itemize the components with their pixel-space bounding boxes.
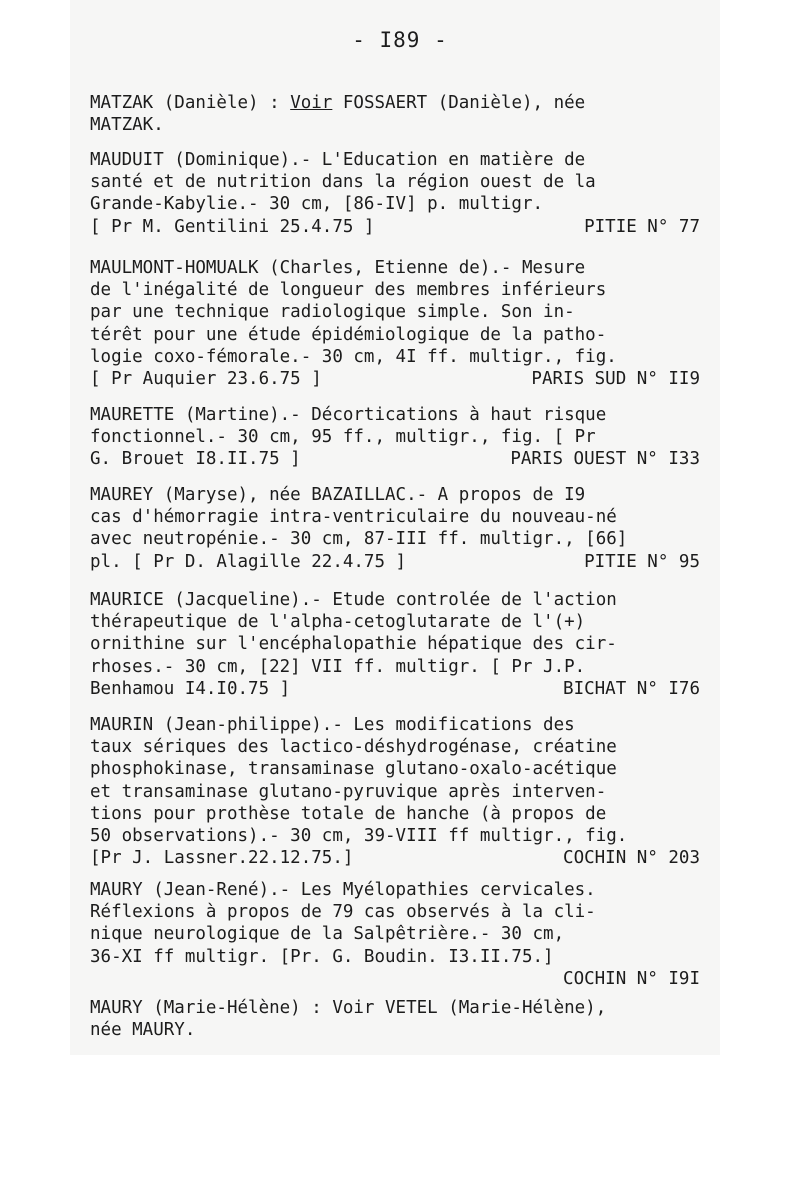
bibliography-entry xyxy=(90,714,700,869)
entry-text: [ Pr M. Gentilini 25.4.75 ] xyxy=(90,216,375,237)
entry-line: Réflexions à propos de 79 cas observés à la cli- xyxy=(90,902,596,923)
entry-line xyxy=(90,678,700,700)
call-number: COCHIN N° 203 xyxy=(563,848,700,869)
call-number: PITIE N° 95 xyxy=(584,551,700,572)
bibliography-entry xyxy=(90,589,700,700)
entry-text: pl. [ Pr D. Alagille 22.4.75 ] xyxy=(90,551,407,572)
page-number: - I89 - xyxy=(352,28,448,52)
call-number: BICHAT N° I76 xyxy=(563,678,700,699)
entry-line: tions pour prothèse totale de hanche (à propos de xyxy=(90,803,607,824)
entry-line: par une technique radiologique simple. Son in- xyxy=(90,302,575,323)
bibliography-entry xyxy=(90,257,700,390)
bibliography-entry xyxy=(90,92,700,136)
entry-text: [Pr J. Lassner.22.12.75.] xyxy=(90,848,354,869)
bibliography-entry xyxy=(90,484,700,573)
entry-text: Benhamou I4.I0.75 ] xyxy=(90,678,291,699)
entry-line: nique neurologique de la Salpêtrière.- 30 cm, xyxy=(90,924,565,945)
entry-line: MAULMONT-HOMUALK (Charles, Etienne de).- Mesure xyxy=(90,258,586,278)
entry-line: thérapeutique de l'alpha-cetoglutarate de l'(+) xyxy=(90,612,586,633)
entry-line xyxy=(90,551,700,573)
call-number: COCHIN N° I9I xyxy=(563,968,700,989)
entry-line: MAUREY (Maryse), née BAZAILLAC.- A propos de I9 xyxy=(90,485,586,505)
entry-line: Grande-Kabylie.- 30 cm, [86-IV] p. multigr. xyxy=(90,194,544,215)
see-also-label: Voir xyxy=(290,93,333,113)
entry-line: 50 observations).- 30 cm, 39-VIII ff multigr., fig. xyxy=(90,825,628,846)
entry-text: FOSSAERT (Danièle), née xyxy=(332,93,586,113)
entry-line: MAURIN (Jean-philippe).- Les modifications des xyxy=(90,715,575,735)
entry-line xyxy=(90,216,700,238)
entry-line: avec neutropénie.- 30 cm, 87-III ff. multigr., [66] xyxy=(90,529,628,550)
entry-line xyxy=(90,92,700,114)
call-number: PARIS SUD N° II9 xyxy=(531,368,700,389)
entry-line: térêt pour une étude épidémiologique de la patho- xyxy=(90,324,607,345)
entry-line: ornithine sur l'encéphalopathie hépatique des cir- xyxy=(90,634,617,655)
bibliography-entry xyxy=(90,879,700,990)
entry-line: MAURY (Jean-René).- Les Myélopathies cervicales. xyxy=(90,880,596,900)
entry-line: fonctionnel.- 30 cm, 95 ff., multigr., fig. [ Pr xyxy=(90,427,596,448)
entry-line: MAURY (Marie-Hélène) : Voir VETEL (Marie-Hélène), xyxy=(90,998,607,1018)
entry-line: MATZAK. xyxy=(90,115,164,136)
entry-line: logie coxo-fémorale.- 30 cm, 4I ff. multigr., fig. xyxy=(90,346,617,367)
entry-line: 36-XI ff multigr. [Pr. G. Boudin. I3.II.75.] xyxy=(90,946,554,967)
entry-line: de l'inégalité de longueur des membres inférieurs xyxy=(90,280,607,301)
bibliography-entry xyxy=(90,997,700,1041)
entry-line xyxy=(90,368,700,390)
entry-line: MAUDUIT (Dominique).- L'Education en matière de xyxy=(90,150,586,170)
entry-line xyxy=(90,847,700,869)
entry-line xyxy=(90,448,700,470)
entry-line: MAURETTE (Martine).- Décortications à haut risque xyxy=(90,405,607,425)
entry-line: née MAURY. xyxy=(90,1020,196,1041)
bibliography-entry xyxy=(90,149,700,238)
entry-line: phosphokinase, transaminase glutano-oxalo-acétique xyxy=(90,759,617,780)
call-number: PARIS OUEST N° I33 xyxy=(510,449,700,470)
entry-text: [ Pr Auquier 23.6.75 ] xyxy=(90,368,322,389)
bibliography-entry xyxy=(90,404,700,471)
entry-text: MATZAK (Danièle) : xyxy=(90,93,291,113)
entry-line: et transaminase glutano-pyruvique après interven- xyxy=(90,781,607,802)
entry-line: taux sériques des lactico-déshydrogénase, créatine xyxy=(90,737,617,758)
entry-line: MAURICE (Jacqueline).- Etude controlée de l'action xyxy=(90,590,617,610)
call-number: PITIE N° 77 xyxy=(584,216,700,237)
entry-line: santé et de nutrition dans la région ouest de la xyxy=(90,172,596,193)
entry-line: cas d'hémorragie intra-ventriculaire du nouveau-né xyxy=(90,507,617,528)
entry-line: rhoses.- 30 cm, [22] VII ff. multigr. [ Pr J.P. xyxy=(90,656,586,677)
entry-text: G. Brouet I8.II.75 ] xyxy=(90,449,301,470)
